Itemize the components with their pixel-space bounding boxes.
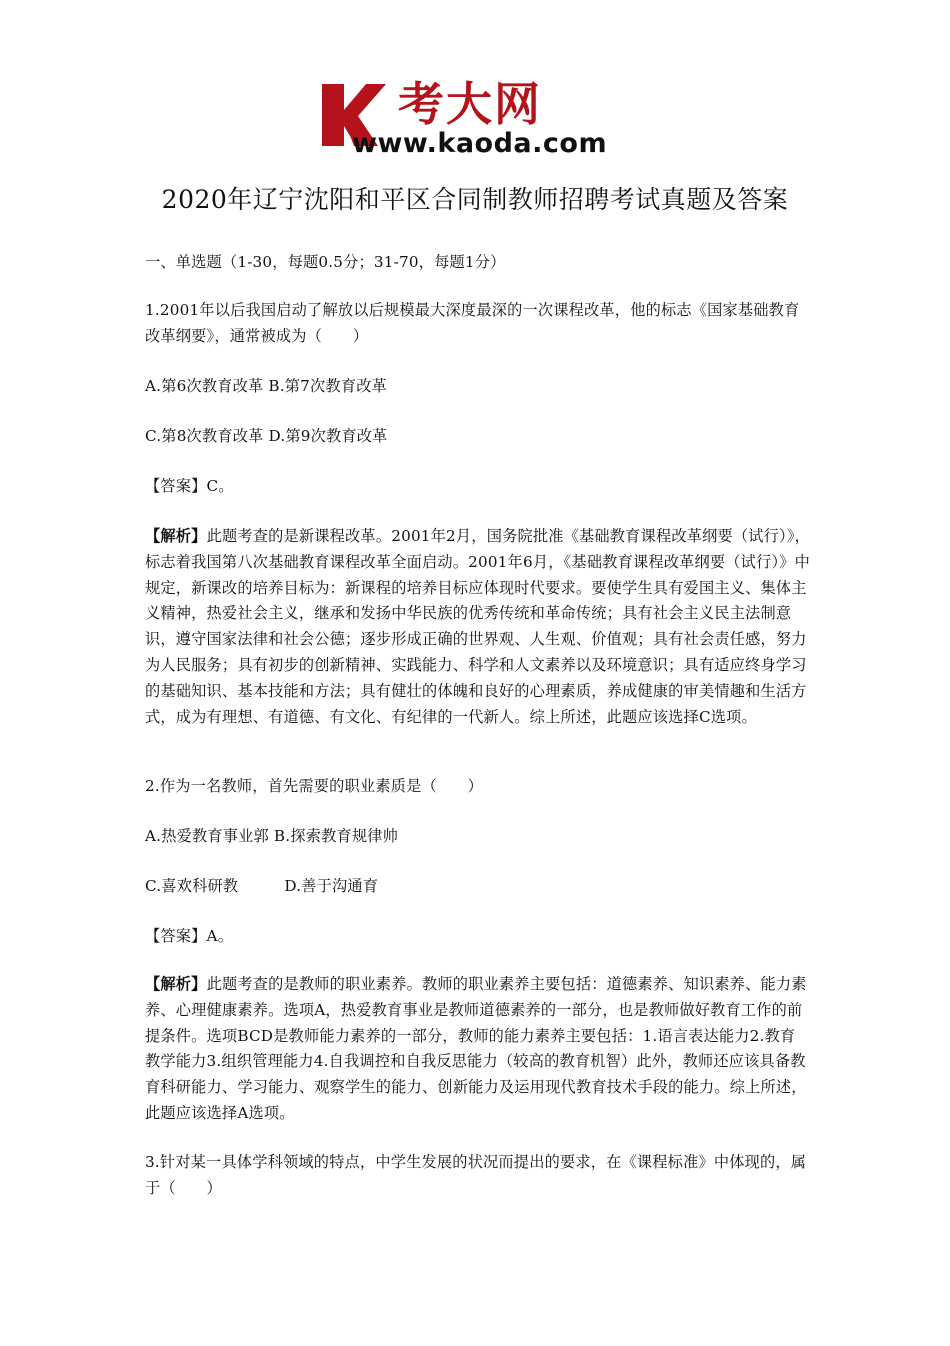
- q1-options-cd: C.第8次教育改革 D.第9次教育改革: [145, 427, 388, 445]
- section-heading: 一、单选题（1-30，每题0.5分；31-70，每题1分）: [145, 253, 506, 271]
- q2-stem: 2.作为一名教师，首先需要的职业素质是（ ）: [145, 777, 484, 795]
- logo-url-text: www.kaoda.com: [352, 128, 608, 159]
- q1-stem: 1.2001年以后我国启动了解放以后规模最大深度最深的一次课程改革，他的标志《国家基础教育改革纲要》，通常被成为（ ）: [145, 301, 800, 345]
- q2-analysis-label: 【解析】: [145, 975, 207, 993]
- q1-analysis: [145, 524, 810, 730]
- q2-options-cd: C.喜欢科研教 D.善于沟通育: [145, 877, 379, 895]
- document-title: 2020年辽宁沈阳和平区合同制教师招聘考试真题及答案: [161, 185, 789, 214]
- q3-stem: 3.针对某一具体学科领域的特点，中学生发展的状况而提出的要求，在《课程标准》中体现的，属于（ ）: [145, 1153, 807, 1197]
- logo-brand-text: 考大网: [398, 77, 542, 131]
- q1-answer: 【答案】C。: [145, 477, 234, 495]
- q2-answer: 【答案】A。: [145, 927, 234, 945]
- q1-analysis-text: 此题考查的是新课程改革。2001年2月，国务院批准《基础教育课程改革纲要（试行）》，标志着我国第八次基础教育课程改革全面启动。2001年6月，《基础教育课程改革纲要（试行）》中规定，新课改的培养目标为：新课程的培养目标应体现时代要求。要使学生具有爱国主义、集体主义精神，热爱社会主义，继承和发扬中华民族的优秀传统和革命传统；具有社会主义民主法制意识，遵守国家法律和社会公德；逐步形成正确的世界观、人生观、价值观；具有社会责任感，努力为人民服务；具有初步的创新精神、实践能力、科学和人文素养以及环境意识；具有适应终身学习的基础知识、基本技能和方法；具有健壮的体魄和良好的心理素质，养成健康的审美情趣和生活方式，成为有理想、有道德、有文化、有纪律的一代新人。综上所述，此题应该选择C选项。: [145, 527, 811, 726]
- q1-analysis-label: 【解析】: [145, 527, 207, 545]
- kaoda-logo[interactable]: [312, 77, 642, 162]
- q1-options-ab: A.第6次教育改革 B.第7次教育改革: [145, 377, 387, 395]
- q2-options-ab: A.热爱教育事业郭 B.探索教育规律帅: [145, 827, 399, 845]
- q2-analysis-text: 此题考查的是教师的职业素养。教师的职业素养主要包括：道德素养、知识素养、能力素养、心理健康素养。选项A，热爱教育事业是教师道德素养的一部分，也是教师做好教育工作的前提条件。选项BCD是教师能力素养的一部分，教师的能力素养主要包括：1.语言表达能力2.教育教学能力3.组织管理能力4.自我调控和自我反思能力（较高的教育机智）此外，教师还应该具备教育科研能力、学习能力、观察学生的能力、创新能力及运用现代教育技术手段的能力。综上所述，此题应该选择A选项。: [145, 975, 807, 1122]
- q2-analysis: [145, 972, 810, 1127]
